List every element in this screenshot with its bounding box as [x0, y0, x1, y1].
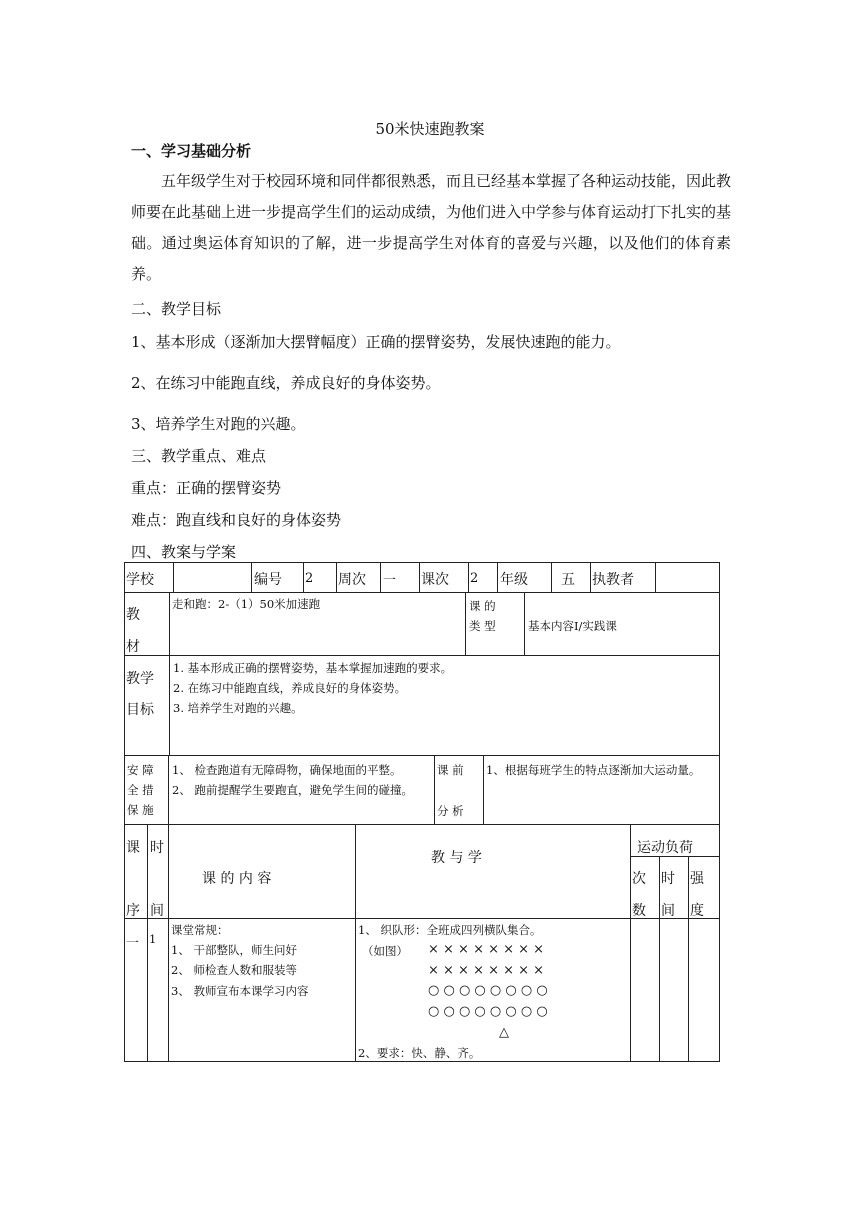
section-heading-basis: 一、学习基础分析 [131, 142, 252, 160]
pre-analysis-label-2: 分 析 [437, 804, 464, 818]
content-line-1: 课堂常规： [171, 923, 229, 937]
safety-label-3: 保 施 [127, 803, 154, 817]
pre-analysis-label-1: 课 前 [437, 763, 464, 777]
week-label: 周次 [338, 572, 366, 588]
grade-label: 年级 [500, 572, 528, 588]
section-order: 一 [126, 936, 140, 951]
grade-value: 五 [561, 572, 575, 588]
difficulty-point: 难点：跑直线和良好的身体姿势 [131, 511, 342, 529]
teacher-position-mark: △ [499, 1025, 509, 1040]
header-teach-learn: 教 与 学 [431, 850, 482, 866]
teach-as-shown: （如图） [362, 944, 408, 958]
lesson-type-label-2: 类 型 [469, 619, 496, 633]
safety-item-2: 2、 跑前提醒学生要跑直，避免学生间的碰撞。 [172, 783, 413, 797]
safety-item-1: 1、 检查跑道有无障碍物，确保地面的平整。 [172, 763, 402, 777]
header-time-2: 间 [150, 903, 164, 919]
section-heading-plan: 四、教案与学案 [131, 543, 237, 561]
table-goal-2: 2. 在练习中能跑直线，养成良好的身体姿势。 [173, 681, 407, 695]
header-duration-1: 时 [661, 871, 675, 887]
material-value: 走和跑：2-（1）50米加速跑 [172, 597, 321, 611]
teacher-label: 执教者 [592, 572, 634, 588]
header-time-1: 时 [150, 840, 164, 856]
safety-label-1: 安 障 [127, 763, 154, 777]
teach-line-1: 1、 织队形：全班成四列横队集合。 [358, 923, 542, 937]
content-line-2: 1、 干部整队，师生问好 [171, 943, 297, 957]
header-duration-2: 间 [661, 903, 675, 919]
header-content: 课 的 内 容 [202, 871, 272, 887]
goal-label-2: 目标 [126, 702, 154, 718]
document-title: 50米快速跑教案 [375, 120, 485, 138]
header-count-1: 次 [632, 871, 646, 887]
header-intensity-2: 度 [690, 903, 704, 919]
header-load: 运动负荷 [637, 840, 693, 856]
section-heading-key-points: 三、教学重点、难点 [131, 447, 267, 465]
requirement-line: 2、要求：快、静、齐。 [358, 1046, 481, 1060]
goal-label-1: 教学 [126, 671, 154, 687]
formation-row-3: ○ ○ ○ ○ ○ ○ ○ ○ [428, 983, 548, 998]
lesson-type-label-1: 课 的 [469, 599, 496, 613]
goal-item-1: 1、基本形成（逐渐加大摆臂幅度）正确的摆臂姿势，发展快速跑的能力。 [131, 333, 621, 351]
goal-item-3: 3、培养学生对跑的兴趣。 [131, 415, 306, 433]
number-label: 编号 [254, 572, 282, 588]
safety-label-2: 全 措 [127, 783, 154, 797]
material-label-2: 材 [126, 639, 140, 655]
lesson-type-value: 基本内容I/实践课 [528, 619, 617, 633]
goal-item-2: 2、在练习中能跑直线，养成良好的身体姿势。 [131, 374, 441, 392]
header-count-2: 数 [632, 903, 646, 919]
material-label-1: 教 [126, 607, 140, 623]
key-point: 重点：正确的摆臂姿势 [131, 479, 282, 497]
content-line-4: 3、 教师宣布本课学习内容 [171, 984, 309, 998]
lesson-value: 2 [470, 571, 479, 586]
table-goal-1: 1. 基本形成正确的摆臂姿势，基本掌握加速跑的要求。 [173, 661, 453, 675]
school-label: 学校 [126, 572, 154, 588]
week-value: 一 [383, 573, 397, 588]
content-line-3: 2、 师检查人数和服装等 [171, 963, 297, 977]
pre-analysis-value: 1、根据每班学生的特点逐渐加大运动量。 [486, 763, 701, 777]
table-goal-3: 3. 培养学生对跑的兴趣。 [173, 701, 303, 715]
number-value: 2 [305, 571, 314, 586]
section-time: 1 [149, 932, 157, 946]
section-heading-goals: 二、教学目标 [131, 300, 222, 318]
formation-row-1: × × × × × × × × [428, 942, 545, 957]
formation-row-2: × × × × × × × × [428, 963, 545, 978]
header-order-1: 课 [126, 840, 140, 856]
header-order-2: 序 [126, 903, 140, 919]
header-intensity-1: 强 [690, 871, 704, 887]
basis-paragraph: 五年级学生对于校园环境和同伴都很熟悉，而且已经基本掌握了各种运动技能，因此教师要在此基础上进一步提高学生们的运动成绩，为他们进入中学参与体育运动打下扎实的基础。通过奥运体育知识的了解，进一步提高学生对体育的喜爱与兴趣，以及他们的体育素养。 [131, 172, 732, 283]
lesson-label: 课次 [421, 572, 449, 588]
formation-row-4: ○ ○ ○ ○ ○ ○ ○ ○ [428, 1004, 548, 1019]
lesson-plan-table [124, 562, 720, 1062]
